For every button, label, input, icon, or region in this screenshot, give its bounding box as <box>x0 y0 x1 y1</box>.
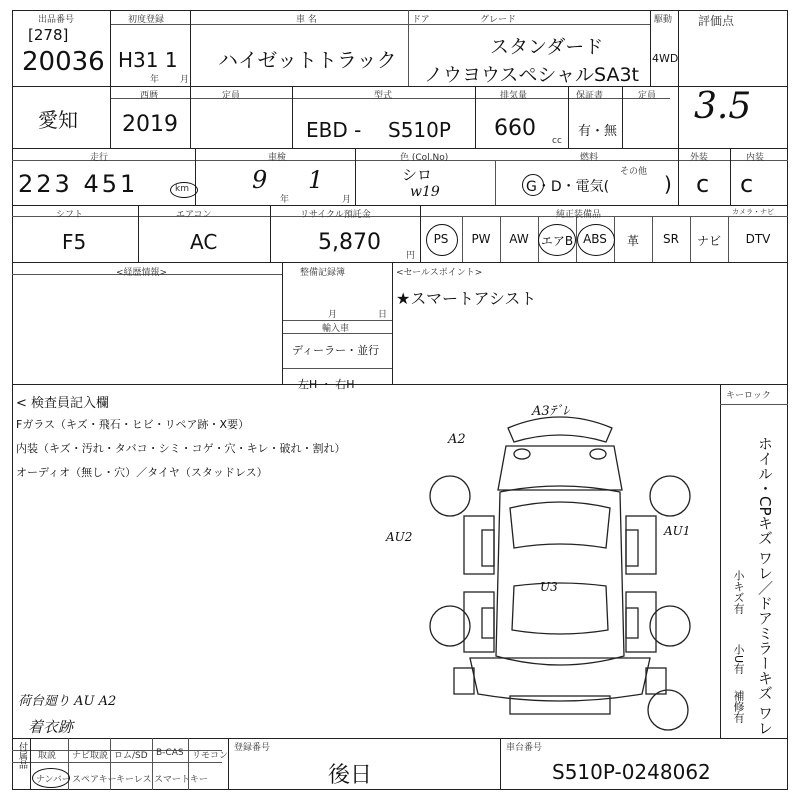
camera-label: カメラ・ナビ <box>732 208 774 216</box>
aircon-label: エアコン <box>176 210 212 220</box>
glass-condition: Fガラス（キズ・飛石・ヒビ・リペア跡・X要） <box>16 418 250 431</box>
equipment-abs-circle <box>577 224 615 256</box>
aircon-value: AC <box>190 230 218 254</box>
accessory-keyless: キーレス <box>116 775 152 785</box>
maintenance-record-label: 整備記録簿 <box>300 268 346 278</box>
registration-number-label: 登録番号 <box>234 743 271 753</box>
history-label: <経歴情報> <box>116 268 168 278</box>
inspection-label: 車検 <box>268 153 287 163</box>
shift-label: シフト <box>56 210 84 220</box>
score-label: 評価点 <box>698 14 735 28</box>
registration-number-value: 後日 <box>328 763 373 788</box>
dealer-parallel: ディーラー・並行 <box>292 344 380 357</box>
equipment-airbag: エアB <box>540 234 574 248</box>
damage-label-front: A3ﾃﾞﾚ <box>532 404 570 419</box>
accessory-plate: ナンバー <box>36 775 71 785</box>
region-name: 愛知 <box>38 108 78 132</box>
warranty-label: 保証書 <box>576 91 604 101</box>
recycle-value: 5,870 <box>318 230 381 255</box>
inspection-year-unit: 年 <box>280 195 290 205</box>
year-label: 西暦 <box>140 91 159 101</box>
grade-line-2: ノウヨウスペシャルSA3t <box>424 64 639 86</box>
year-value: 2019 <box>122 112 178 137</box>
mileage-label: 走行 <box>90 153 109 163</box>
interior-label: 内装 <box>746 153 765 163</box>
grade-label: グレード <box>480 15 517 25</box>
small-dent-note: 小U有 <box>732 644 745 675</box>
mileage-unit: km <box>175 184 189 194</box>
equipment-airbag-circle <box>538 224 576 256</box>
door-label: ドア <box>412 15 430 25</box>
small-scratch-note: 小キズ有 <box>732 570 745 614</box>
equipment-dtv: DTV <box>745 232 771 246</box>
equipment-ps: PS <box>433 232 449 246</box>
grade-line-1: スタンダード <box>490 36 604 58</box>
accessory-navi-manual: ナビ取説 <box>72 751 109 761</box>
drive-value: 4WD <box>652 52 679 65</box>
interior-value: c <box>740 170 754 198</box>
import-car-label: 輸入車 <box>322 324 350 334</box>
shift-value: F5 <box>62 230 87 254</box>
inspector-note-wear: 着衣跡 <box>28 718 74 736</box>
fuel-label: 燃料 <box>580 153 599 163</box>
accessories-label: 付属品 <box>17 742 27 769</box>
model-type-label: 型式 <box>374 91 393 101</box>
warranty-value: 有・無 <box>578 124 618 139</box>
sales-point-label: <セールスポイント> <box>396 268 483 278</box>
fuel-other-label: その他 <box>620 167 648 177</box>
wheel-mirror-note: ホイル・CPキズ ワレ／ドアミラーキズ ワレ <box>756 436 774 736</box>
equipment-label: 純正装備品 <box>556 210 602 220</box>
displacement-label: 排気量 <box>500 91 528 101</box>
record-month-unit: 月 <box>328 310 338 320</box>
displacement-unit: cc <box>552 136 562 146</box>
chassis-number-value: S510P-0248062 <box>552 760 711 784</box>
first-registration-year-unit: 年 <box>150 75 160 85</box>
recycle-label: リサイクル預託金 <box>300 210 371 220</box>
damage-label-roof: U3 <box>540 580 558 594</box>
inspector-note-cargo: 荷台廻り AU A2 <box>18 694 117 709</box>
equipment-aw: AW <box>509 232 529 246</box>
lot-bracket: [278] <box>28 26 69 44</box>
exterior-value: c <box>696 170 710 198</box>
car-name: ハイゼットトラック <box>218 48 397 72</box>
repair-note: 補修有 <box>732 690 745 723</box>
displacement-value: 660 <box>494 116 536 141</box>
accessory-remote: リモコン <box>192 751 229 761</box>
accessory-plate-circle <box>32 768 70 788</box>
seats-label: 定員 <box>638 91 657 101</box>
first-registration-value: H31 1 <box>118 48 178 72</box>
damage-label-left: AU2 <box>386 530 413 544</box>
first-registration-month-unit: 月 <box>180 75 190 85</box>
model-type-value: S510P <box>388 118 451 142</box>
accessory-manual: 取説 <box>38 751 57 761</box>
vehicle-damage-diagram <box>410 398 710 738</box>
equipment-navi: ナビ <box>696 234 721 248</box>
inspection-month-unit: 月 <box>342 195 352 205</box>
equipment-pw: PW <box>471 232 491 246</box>
sales-point: ★スマートアシスト <box>396 289 537 308</box>
record-day-unit: 日 <box>378 310 388 320</box>
fuel-value: G・D・電気( <box>526 179 610 195</box>
fuel-close-paren: ) <box>664 172 672 196</box>
damage-label-right: AU1 <box>664 524 691 538</box>
accessory-spare-key: スペアキー <box>72 775 117 785</box>
inspector-title: < 検査員記入欄 <box>16 396 110 411</box>
color-value: シロ <box>402 166 433 184</box>
car-name-label: 車 名 <box>296 15 317 25</box>
recycle-unit: 円 <box>406 251 416 261</box>
inspection-day: 1 <box>308 166 324 194</box>
drive-label: 駆動 <box>654 15 673 25</box>
color-code: w19 <box>410 184 440 200</box>
lot-number-label: 出品番号 <box>38 15 75 25</box>
score-value: 3.5 <box>694 86 752 127</box>
keylock-label: キーロック <box>726 391 771 401</box>
accessory-bcas: B-CAS <box>156 748 184 758</box>
equipment-abs: ABS <box>583 232 607 246</box>
inspection-month: 9 <box>252 166 268 194</box>
first-registration-label: 初度登録 <box>128 15 165 25</box>
equipment-ps-circle <box>426 224 458 256</box>
equipment-leather: 革 <box>626 234 639 248</box>
model-type-prefix: EBD - <box>306 118 362 142</box>
audio-tire-condition: オーディオ（無し・穴）／タイヤ（スタッドレス） <box>16 466 268 479</box>
exterior-label: 外装 <box>690 153 709 163</box>
color-label: 色 (Col.No) <box>400 153 449 163</box>
capacity-label: 定員 <box>222 91 241 101</box>
steering-side: 左H ・ 右H <box>298 378 355 391</box>
accessory-rom-sd: ロム/SD <box>114 751 148 761</box>
interior-condition: 内装（キズ・汚れ・タバコ・シミ・コゲ・穴・キレ・破れ・割れ） <box>16 442 346 455</box>
damage-label-hood: A2 <box>448 432 466 447</box>
equipment-sunroof: SR <box>663 232 679 246</box>
chassis-number-label: 車台番号 <box>506 743 543 753</box>
mileage-value: 223 451 <box>18 170 139 198</box>
lot-number: 20036 <box>22 47 105 77</box>
accessory-smart-key: スマートキー <box>154 775 208 785</box>
